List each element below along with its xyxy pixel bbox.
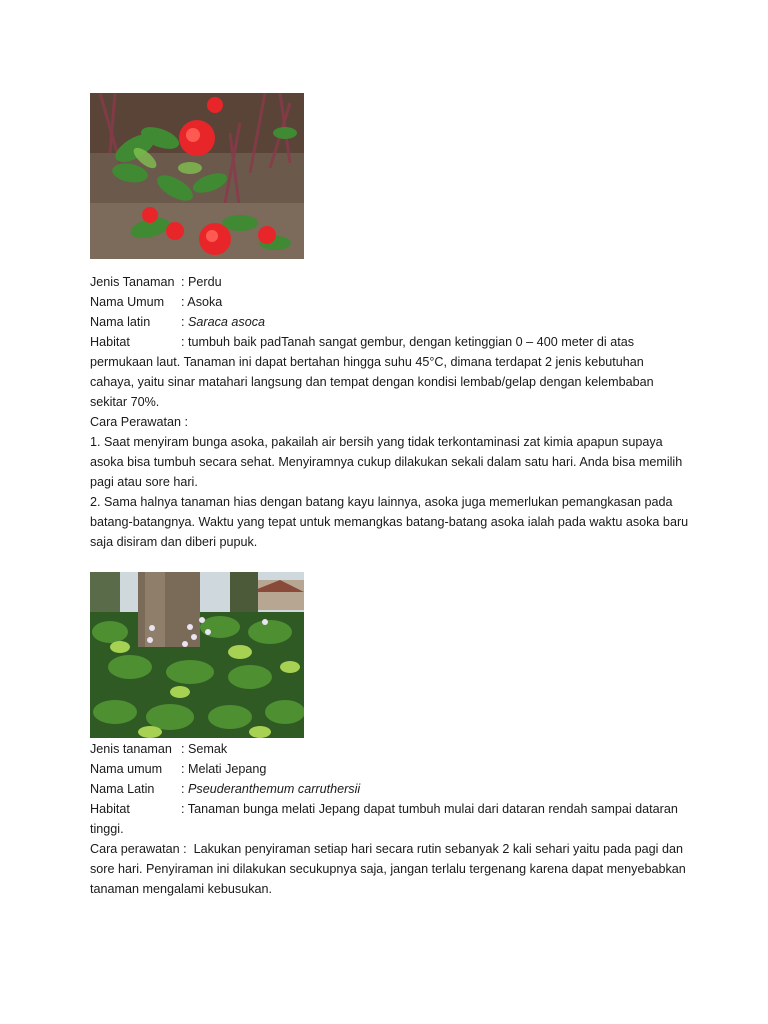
common-name-value: : Asoka <box>181 295 223 309</box>
habitat-label: Habitat <box>90 335 130 349</box>
care-item-2: 2. Sama halnya tanaman hias dengan batang kayu lainnya, asoka juga memerlukan pemangkasan pada batang-batangnya. Waktu yang tepat untuk memangkas batang-batang asoka ialah pada waktu asoka baru saja disiram dan diberi pupuk. <box>90 495 689 549</box>
habitat-value: : Tanaman bunga melati Jepang dapat tumbuh mulai dari dataran rendah sampai dataran tinggi. <box>90 802 678 836</box>
common-name-value: : Melati Jepang <box>181 762 267 776</box>
plant-type-label: Jenis Tanaman <box>90 275 175 289</box>
common-name-label: Nama Umum <box>90 295 165 309</box>
common-name-row <box>90 292 690 312</box>
latin-name-prefix: : <box>181 315 188 329</box>
latin-name-prefix: : <box>181 782 188 796</box>
care-paragraph <box>90 839 690 899</box>
latin-name-label: Nama latin <box>90 315 151 329</box>
plant-type-row <box>90 739 690 759</box>
latin-name-row <box>90 779 690 799</box>
habitat-row <box>90 799 690 839</box>
common-name-row <box>90 759 690 779</box>
care-item-1: 1. Saat menyiram bunga asoka, pakailah air bersih yang tidak terkontaminasi zat kimia apapun supaya asoka bisa tumbuh secara sehat. Menyiramnya cukup dilakukan sekali dalam satu hari. Anda bisa memilih pagi atau sore hari. <box>90 435 683 489</box>
latin-name-value: Saraca asoca <box>188 315 266 329</box>
asoka-photo <box>90 93 304 259</box>
habitat-value: : tumbuh baik padTanah sangat gembur, dengan ketinggian 0 – 400 meter di atas permukaan laut. Tanaman ini dapat bertahan hingga suhu 45°C, dimana terdapat 2 jenis kebutuhan cahaya, yaitu sinar matahari langsung dan tempat dengan kondisi lembab/gelap dengan kelembaban sekitar 70%. <box>90 335 654 409</box>
care-label: Cara Perawatan : <box>90 415 189 429</box>
habitat-label: Habitat <box>90 802 130 816</box>
melati-jepang-photo <box>90 572 304 738</box>
latin-name-row <box>90 312 690 332</box>
care-label: Cara perawatan : <box>90 842 187 856</box>
plant-type-row <box>90 272 690 292</box>
plant-type-value: : Perdu <box>181 275 222 289</box>
habitat-row <box>90 332 690 412</box>
plant-type-label: Jenis tanaman <box>90 742 172 756</box>
asoka-info <box>90 272 690 552</box>
latin-name-value: Pseuderanthemum carruthersii <box>188 782 361 796</box>
plant-type-value: : Semak <box>181 742 228 756</box>
melati-jepang-info <box>90 739 690 899</box>
care-text: Lakukan penyiraman setiap hari secara rutin sebanyak 2 kali sehari yaitu pada pagi dan sore hari. Penyiraman ini dilakukan secukupnya saja, jangan terlalu tergenang karena dapat menyebabkan tanaman mengalami kebusukan. <box>90 842 686 896</box>
latin-name-label: Nama Latin <box>90 782 155 796</box>
common-name-label: Nama umum <box>90 762 163 776</box>
